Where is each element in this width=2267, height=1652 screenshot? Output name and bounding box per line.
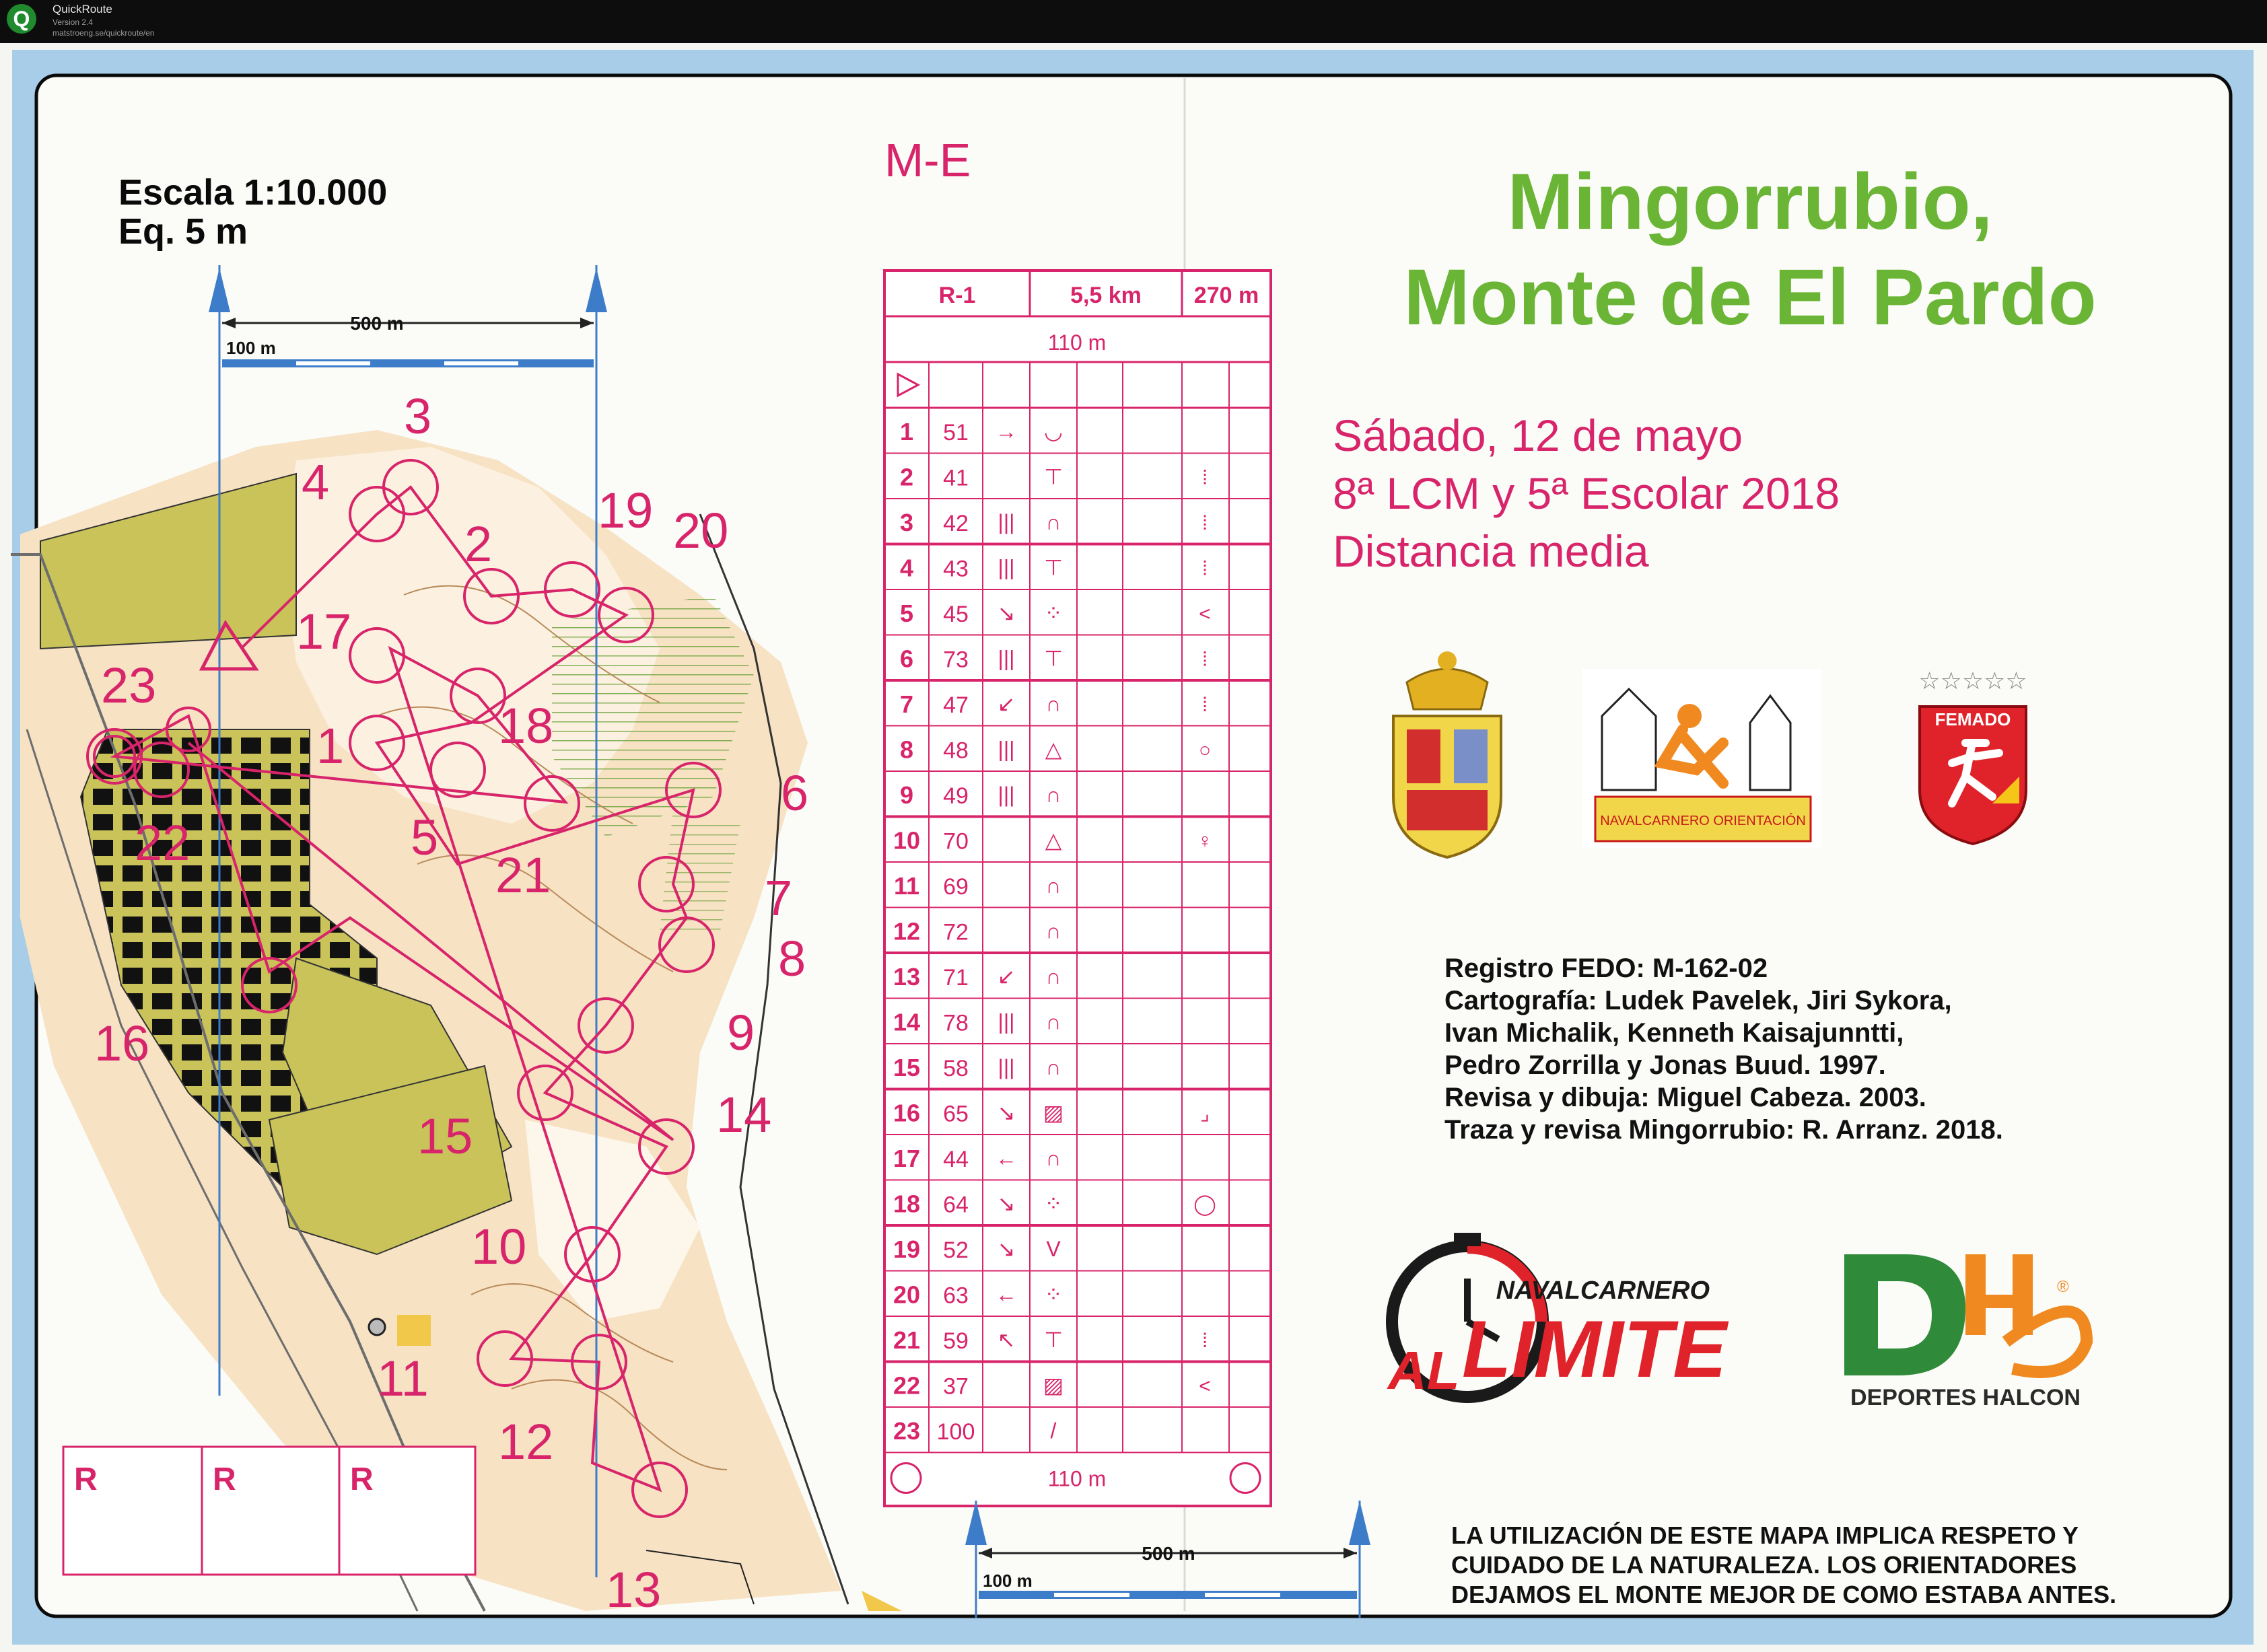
scale-100-label: 100 m [226, 338, 276, 358]
map-image [0, 43, 2267, 1652]
credits-line-5: Revisa y dibuja: Miguel Cabeza. 2003. [1444, 1083, 1926, 1112]
app-name: QuickRoute [53, 3, 112, 15]
card-control-19-number: 19 [893, 1235, 921, 1263]
credits-line-1: Registro FEDO: M-162-02 [1444, 954, 1768, 983]
card-control-18-code: 64 [943, 1192, 969, 1218]
control-number-1: 1 [316, 718, 345, 774]
app-url: matstroeng.se/quickroute/en [53, 28, 155, 38]
control-number-23: 23 [101, 657, 157, 713]
control-number-22: 22 [135, 815, 190, 871]
card-control-11-number: 11 [893, 872, 920, 900]
card-control-3-code: 42 [943, 511, 969, 536]
card-control-5-location: < [1199, 603, 1211, 625]
card-start-distance: 110 m [1047, 330, 1107, 355]
card-control-5-feature: ⁘ [1044, 601, 1063, 625]
card-control-8-code: 48 [943, 738, 969, 764]
card-control-3-number: 3 [899, 509, 914, 536]
card-control-3-feature: ∩ [1045, 510, 1061, 534]
control-number-2: 2 [464, 516, 493, 572]
card-control-5-direction: ↘ [997, 601, 1016, 625]
card-control-5-code: 45 [943, 602, 969, 627]
rental-boxes [63, 1447, 475, 1575]
card-control-2-number: 2 [899, 463, 914, 491]
femado-logo [1918, 667, 2027, 844]
control-number-19: 19 [598, 482, 654, 538]
control-number-10: 10 [471, 1219, 527, 1274]
card-control-2-location: ⁞ [1201, 466, 1208, 489]
control-number-3: 3 [404, 388, 432, 444]
card-control-8-feature: △ [1045, 737, 1062, 762]
card-control-16-feature: ▨ [1043, 1100, 1064, 1125]
card-control-9-direction: ||| [998, 783, 1015, 807]
credits-line-6: Traza y revisa Mingorrubio: R. Arranz. 2018. [1444, 1115, 2003, 1145]
card-control-6-number: 6 [899, 645, 914, 673]
navalcarnero-logo-text: NAVALCARNERO ORIENTACIÓN [1600, 814, 1806, 828]
card-control-20-direction: ← [996, 1282, 1017, 1307]
card-control-18-feature: ⁘ [1044, 1191, 1063, 1216]
control-description-card [884, 271, 1271, 1506]
card-control-13-direction: ↙ [997, 964, 1016, 989]
control-number-8: 8 [778, 931, 806, 986]
card-control-7-direction: ↙ [997, 692, 1016, 716]
card-control-5-number: 5 [899, 600, 914, 627]
control-number-21: 21 [495, 847, 551, 903]
card-control-22-code: 37 [943, 1373, 969, 1400]
card-control-4-direction: ||| [998, 555, 1015, 580]
card-control-21-code: 59 [943, 1328, 969, 1354]
card-control-13-code: 71 [943, 965, 969, 991]
card-control-23-number: 23 [893, 1417, 921, 1445]
card-control-20-feature: ⁘ [1044, 1282, 1063, 1307]
map-title-line2: Monte de El Pardo [1403, 253, 2097, 342]
card-control-3-location: ⁞ [1201, 512, 1208, 534]
card-control-2-feature: ⊤ [1044, 464, 1063, 489]
app-version: Version 2.4 [53, 17, 94, 27]
card-control-22-feature: ▨ [1043, 1373, 1064, 1398]
dh-mark: ® [2057, 1278, 2069, 1296]
card-control-1-direction: → [996, 419, 1017, 443]
notice-line-2: CUIDADO DE LA NATURALEZA. LOS ORIENTADORES [1451, 1551, 2077, 1579]
card-control-15-code: 58 [943, 1056, 969, 1081]
notice-line-1: LA UTILIZACIÓN DE ESTE MAPA IMPLICA RESPETO Y [1451, 1521, 2079, 1549]
control-number-11: 11 [377, 1351, 429, 1406]
card-control-4-code: 43 [943, 556, 969, 582]
card-control-18-number: 18 [893, 1190, 921, 1218]
card-finish-distance: 110 m [1047, 1466, 1107, 1491]
scale-500-bottom-label: 500 m [1142, 1543, 1195, 1564]
card-control-17-number: 17 [893, 1145, 921, 1172]
credits-line-2: Cartografía: Ludek Pavelek, Jiri Sykora, [1444, 986, 1952, 1015]
control-number-14: 14 [716, 1087, 772, 1143]
card-control-7-number: 7 [899, 690, 914, 718]
al-limite-al-text: AL [1388, 1340, 1460, 1400]
notice-block [1451, 1521, 2116, 1608]
card-control-23-feature: / [1050, 1418, 1057, 1443]
map-title-line1: Mingorrubio, [1507, 157, 1993, 246]
rental-box-3-label: R [350, 1462, 374, 1497]
card-control-13-number: 13 [893, 963, 921, 991]
category-label: M-E [884, 134, 971, 186]
control-number-7: 7 [765, 870, 793, 926]
window-titlebar [0, 0, 2267, 43]
notice-line-3: DEJAMOS EL MONTE MEJOR DE COMO ESTABA ANTES. [1451, 1581, 2117, 1608]
femado-logo-text: FEMADO [1934, 709, 2011, 729]
control-number-20: 20 [673, 503, 729, 559]
card-control-10-number: 10 [893, 826, 921, 855]
event-league: 8ª LCM y 5ª Escolar 2018 [1333, 468, 1840, 518]
control-number-13: 13 [606, 1562, 662, 1618]
coat-of-arms-logo [1393, 651, 1501, 857]
card-control-17-code: 44 [943, 1147, 969, 1172]
card-control-16-location: ⌟ [1199, 1102, 1210, 1125]
credits-line-3: Ivan Michalik, Kenneth Kaisajunntti, [1444, 1018, 1904, 1048]
card-control-22-number: 22 [893, 1371, 921, 1400]
card-control-23-code: 100 [936, 1419, 975, 1445]
card-control-14-feature: ∩ [1045, 1009, 1061, 1034]
card-control-20-code: 63 [943, 1283, 969, 1309]
card-climb: 270 m [1193, 283, 1259, 308]
card-control-21-feature: ⊤ [1044, 1328, 1063, 1352]
card-control-20-number: 20 [893, 1281, 921, 1309]
card-control-14-code: 78 [943, 1010, 969, 1036]
card-control-2-code: 41 [943, 465, 969, 491]
card-control-1-code: 51 [943, 420, 969, 445]
card-control-19-direction: ↘ [997, 1237, 1016, 1261]
scale-100-bottom-label: 100 m [983, 1571, 1033, 1591]
card-control-16-number: 16 [893, 1099, 921, 1127]
map-equidistance-text: Eq. 5 m [118, 211, 248, 252]
card-control-21-number: 21 [893, 1326, 921, 1354]
card-control-14-number: 14 [893, 1008, 921, 1036]
card-control-10-code: 70 [943, 828, 969, 855]
control-number-6: 6 [781, 765, 809, 821]
card-control-17-direction: ← [996, 1146, 1017, 1170]
deportes-halcon-text: DEPORTES HALCON [1850, 1385, 2081, 1410]
card-control-12-number: 12 [893, 917, 921, 945]
card-control-17-feature: ∩ [1045, 1146, 1061, 1170]
card-control-9-number: 9 [899, 781, 914, 809]
card-control-11-feature: ∩ [1045, 873, 1061, 898]
card-control-7-location: ⁞ [1201, 694, 1208, 716]
card-control-3-direction: ||| [998, 510, 1015, 534]
card-control-7-feature: ∩ [1045, 692, 1061, 716]
card-length: 5,5 km [1070, 283, 1142, 308]
card-control-1-number: 1 [899, 418, 914, 445]
rental-box-1-label: R [74, 1462, 98, 1497]
credits-line-4: Pedro Zorrilla y Jonas Buud. 1997. [1444, 1050, 1886, 1080]
control-number-5: 5 [411, 810, 439, 865]
card-class: R-1 [938, 283, 976, 308]
control-number-9: 9 [727, 1005, 755, 1061]
card-control-21-direction: ↖ [997, 1328, 1016, 1352]
card-control-19-code: 52 [943, 1237, 969, 1263]
card-control-10-feature: △ [1045, 828, 1062, 853]
card-control-6-direction: ||| [998, 646, 1015, 671]
card-control-8-location: ○ [1198, 739, 1212, 762]
card-control-16-direction: ↘ [997, 1100, 1016, 1125]
card-control-6-code: 73 [943, 647, 969, 673]
control-number-17: 17 [296, 604, 352, 659]
card-control-6-feature: ⊤ [1044, 646, 1063, 671]
card-control-15-direction: ||| [998, 1055, 1015, 1079]
control-number-16: 16 [94, 1015, 150, 1071]
control-number-18: 18 [498, 698, 554, 754]
control-number-12: 12 [498, 1414, 554, 1470]
card-control-10-location: ♀ [1197, 830, 1213, 853]
card-control-15-feature: ∩ [1045, 1055, 1061, 1079]
navalcarnero-orientacion-logo [1582, 669, 1821, 848]
scale-500-label: 500 m [350, 313, 404, 334]
card-control-19-feature: V [1046, 1237, 1061, 1261]
card-control-9-code: 49 [943, 783, 969, 809]
al-limite-word-text: LIMITE [1462, 1304, 1727, 1394]
card-control-12-code: 72 [943, 919, 969, 945]
card-control-16-code: 65 [943, 1101, 969, 1127]
card-control-14-direction: ||| [998, 1009, 1015, 1034]
card-control-4-number: 4 [899, 554, 914, 582]
card-control-9-feature: ∩ [1045, 783, 1061, 807]
svg-text:☆☆☆☆☆: ☆☆☆☆☆ [1918, 667, 2027, 694]
card-control-6-location: ⁞ [1201, 648, 1208, 671]
control-number-15: 15 [417, 1108, 473, 1164]
card-control-18-direction: ↘ [997, 1191, 1016, 1216]
control-number-4: 4 [302, 454, 330, 510]
card-control-12-feature: ∩ [1045, 919, 1061, 943]
card-control-1-feature: ◡ [1044, 419, 1063, 443]
card-control-8-direction: ||| [998, 737, 1015, 762]
event-format: Distancia media [1333, 526, 1649, 576]
card-control-21-location: ⁞ [1201, 1330, 1208, 1352]
card-control-7-code: 47 [943, 692, 969, 718]
card-control-13-feature: ∩ [1045, 964, 1061, 989]
al-limite-top-text: NAVALCARNERO [1496, 1277, 1710, 1305]
card-control-8-number: 8 [899, 735, 914, 764]
map-scale-text: Escala 1:10.000 [118, 172, 388, 213]
card-control-18-location: ◯ [1193, 1193, 1216, 1216]
card-control-22-location: < [1199, 1375, 1211, 1398]
card-control-4-location: ⁞ [1201, 557, 1208, 580]
card-control-4-feature: ⊤ [1044, 555, 1063, 580]
quickroute-logo-icon: Q [7, 4, 36, 34]
map-viewer[interactable] [0, 43, 2267, 1652]
rental-box-2-label: R [213, 1462, 236, 1497]
card-control-11-code: 69 [943, 874, 969, 900]
card-control-15-number: 15 [893, 1054, 921, 1081]
event-date: Sábado, 12 de mayo [1333, 410, 1743, 460]
